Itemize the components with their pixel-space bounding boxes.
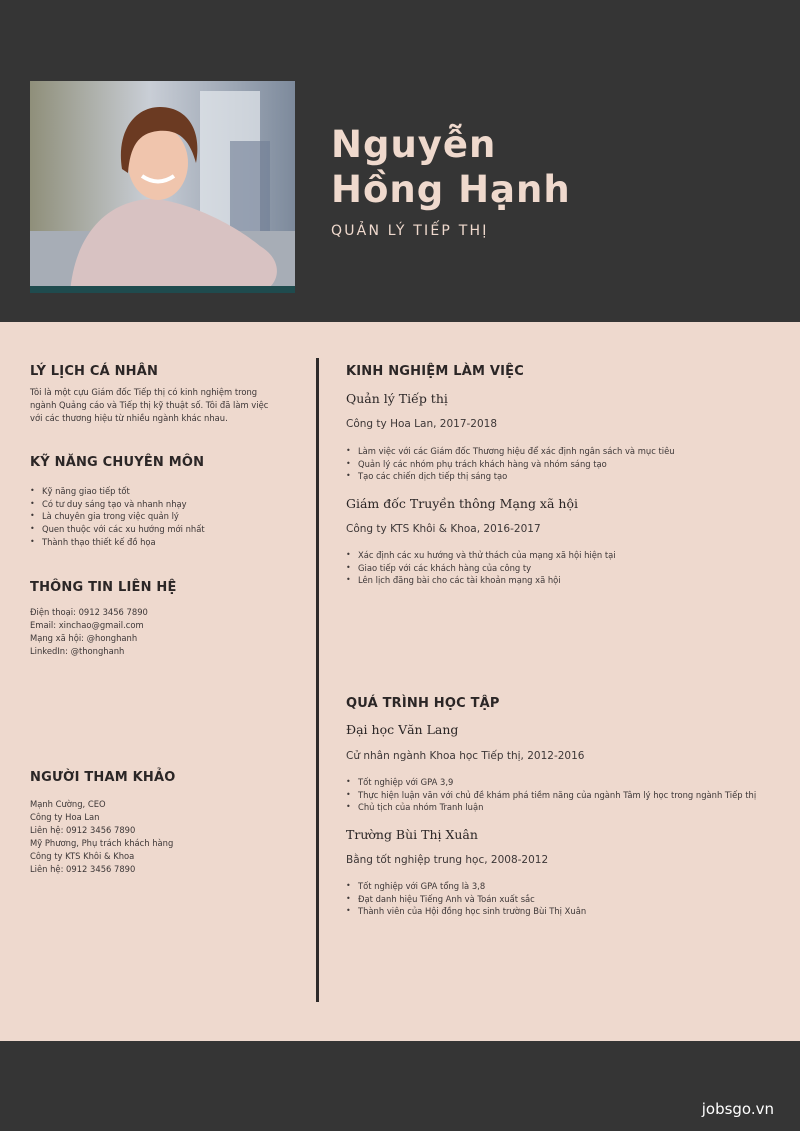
school-achievements-2 (346, 880, 586, 918)
job-title-2: Giám đốc Truyền thông Mạng xã hội (346, 496, 578, 511)
skills-list (30, 485, 205, 549)
reference-line: Công ty Hoa Lan (30, 812, 100, 822)
skills-heading: KỸ NĂNG CHUYÊN MÔN (30, 455, 205, 470)
profile-photo (30, 81, 295, 293)
school-name-2: Trường Bùi Thị Xuân (346, 827, 478, 842)
header-band (0, 0, 800, 322)
job-title: QUẢN LÝ TIẾP THỊ (331, 223, 489, 239)
experience-heading: KINH NGHIỆM LÀM VIỆC (346, 364, 524, 379)
education-heading: QUÁ TRÌNH HỌC TẬP (346, 696, 500, 711)
list-item: • Có tư duy sáng tạo và nhanh nhạy (30, 498, 205, 511)
list-item: • Quản lý các nhóm phụ trách khách hàng và nhóm sáng tạo (346, 458, 675, 471)
profile-text (30, 386, 268, 425)
profile-heading: LÝ LỊCH CÁ NHÂN (30, 364, 159, 379)
job-duties-2 (346, 549, 616, 587)
name-line-1: Nguyễn (331, 123, 497, 166)
list-item: • Thành viên của Hội đồng học sinh trường Bùi Thị Xuân (346, 905, 586, 918)
contact-phone: Điện thoại: 0912 3456 7890 (30, 607, 148, 617)
watermark-text: jobsgo.vn (701, 1100, 774, 1118)
job-duties-1 (346, 445, 675, 483)
school-degree-1: Cử nhân ngành Khoa học Tiếp thị, 2012-2016 (346, 750, 585, 762)
list-item: • Tốt nghiệp với GPA tổng là 3,8 (346, 880, 586, 893)
reference-line: Liên hệ: 0912 3456 7890 (30, 825, 136, 835)
school-name-1: Đại học Văn Lang (346, 722, 459, 737)
school-achievements-1 (346, 776, 756, 814)
contact-linkedin: LinkedIn: @thonghanh (30, 646, 125, 656)
name-line-2: Hồng Hạnh (331, 168, 571, 211)
list-item: • Thành thạo thiết kế đồ họa (30, 536, 205, 549)
list-item: • Tốt nghiệp với GPA 3,9 (346, 776, 756, 789)
list-item: • Giao tiếp với các khách hàng của công ty (346, 562, 616, 575)
reference-line: Mỹ Phương, Phụ trách khách hàng (30, 838, 174, 848)
list-item: • Thực hiện luận văn với chủ đề khám phá tiềm năng của ngành Tâm lý học trong ngành Tiếp thị (346, 789, 756, 802)
reference-line: Mạnh Cường, CEO (30, 799, 106, 809)
references-details (30, 798, 173, 876)
job-org-2: Công ty KTS Khôi & Khoa, 2016-2017 (346, 523, 541, 535)
job-title-1: Quản lý Tiếp thị (346, 391, 448, 406)
list-item: • Lên lịch đăng bài cho các tài khoản mạng xã hội (346, 574, 616, 587)
contact-email: Email: xinchao@gmail.com (30, 620, 144, 630)
contact-details (30, 606, 148, 658)
column-divider (316, 358, 319, 1002)
list-item: • Là chuyên gia trong việc quản lý (30, 510, 205, 523)
candidate-name (331, 122, 571, 212)
contact-heading: THÔNG TIN LIÊN HỆ (30, 580, 177, 595)
reference-line: Liên hệ: 0912 3456 7890 (30, 864, 136, 874)
list-item: • Kỹ năng giao tiếp tốt (30, 485, 205, 498)
footer-band (0, 1041, 800, 1131)
contact-social: Mạng xã hội: @honghanh (30, 633, 138, 643)
list-item: • Tạo các chiến dịch tiếp thị sáng tạo (346, 470, 675, 483)
profile-line: ngành Quảng cáo và Tiếp thị kỹ thuật số. Tôi đã làm việc (30, 400, 269, 410)
profile-line: với các thương hiệu từ nhiều ngành khác nhau. (30, 413, 228, 423)
job-org-1: Công ty Hoa Lan, 2017-2018 (346, 418, 498, 430)
list-item: • Quen thuộc với các xu hướng mới nhất (30, 523, 205, 536)
list-item: • Làm việc với các Giám đốc Thương hiệu để xác định ngân sách và mục tiêu (346, 445, 675, 458)
list-item: • Đạt danh hiệu Tiếng Anh và Toán xuất sắc (346, 893, 586, 906)
reference-line: Công ty KTS Khôi & Khoa (30, 851, 135, 861)
references-heading: NGƯỜI THAM KHẢO (30, 770, 176, 785)
profile-line: Tôi là một cựu Giám đốc Tiếp thị có kinh nghiệm trong (30, 387, 258, 397)
list-item: • Chủ tịch của nhóm Tranh luận (346, 801, 756, 814)
school-degree-2: Bằng tốt nghiệp trung học, 2008-2012 (346, 854, 549, 866)
list-item: • Xác định các xu hướng và thử thách của mạng xã hội hiện tại (346, 549, 616, 562)
